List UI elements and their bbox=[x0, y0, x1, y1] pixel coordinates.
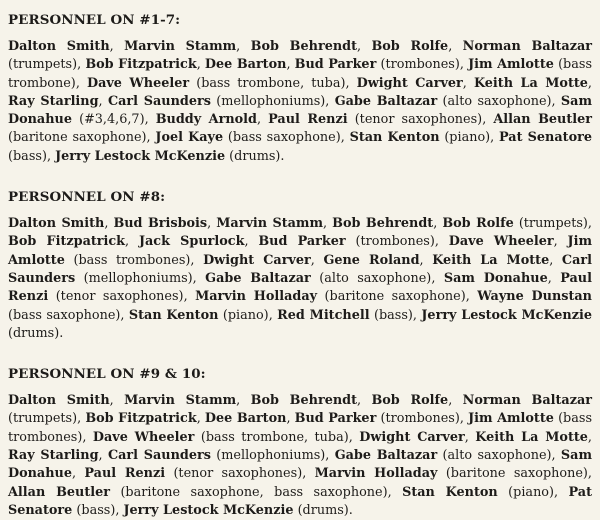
musician-name: Carl Saunders bbox=[8, 252, 593, 286]
musician-name: Dee Barton bbox=[204, 57, 287, 73]
musician-name: Jerry Lestock McKenzie bbox=[55, 148, 226, 164]
musician-name: Dave Wheeler bbox=[92, 429, 195, 445]
musician-name: Stan Kenton bbox=[128, 307, 219, 323]
instrument-label: (trombones) bbox=[380, 57, 460, 73]
musician-name: Bob Rolfe bbox=[371, 393, 449, 409]
musician-name: Norman Baltazar bbox=[462, 39, 593, 54]
musician-name: Pat Senatore bbox=[499, 130, 592, 146]
instrument-label: (bass trombone, tuba) bbox=[196, 75, 346, 91]
musician-name: Joel Kaye bbox=[155, 130, 224, 146]
instrument-label: (drums). bbox=[8, 325, 64, 341]
instrument-label: (tenor saxophones) bbox=[55, 289, 184, 305]
instrument-label: (mellophoniums) bbox=[216, 448, 326, 464]
musician-name: Bud Parker bbox=[258, 234, 346, 250]
musician-name: Norman Baltazar bbox=[462, 393, 593, 409]
instrument-label: (drums). bbox=[229, 148, 285, 164]
musician-name: Sam Donahue bbox=[8, 448, 592, 482]
instrument-label: (alto saxophone) bbox=[442, 93, 552, 109]
musician-name: Gabe Baltazar bbox=[205, 270, 311, 286]
personnel-list: Dalton Smith, Marvin Stamm, Bob Behrendt, Bob Rolfe, Norman Baltazar (trumpets), Bob Fitzpatrick, Dee Barton, Bud Parker (trombones), Jim Amlotte (bass trombones), Dave Wheeler (bass trombone, tuba), Dwight Carver, Keith La Motte, Ray Starling, Carl Saunders (mellophoniums), Gabe Baltazar (alto saxophone), Sam Donahue, Paul Renzi (tenor saxophones), Marvin Holladay (baritone saxophone), Allan Beutler (baritone saxophone, bass saxophone), Stan Kenton (piano), Pat Senatore (bass), Jerry Lestock McKenzie (drums). bbox=[8, 393, 593, 518]
personnel-section-8 bbox=[8, 188, 592, 343]
instrument-label: (trumpets) bbox=[8, 57, 78, 73]
musician-name: Keith La Motte bbox=[432, 252, 550, 268]
instrument-label: (bass) bbox=[8, 148, 47, 164]
instrument-label: (piano) bbox=[222, 307, 269, 323]
musician-name: Buddy Arnold bbox=[155, 112, 257, 128]
musician-name: Marvin Stamm bbox=[124, 39, 237, 54]
section-heading: PERSONNEL ON #1-7: bbox=[8, 12, 181, 28]
musician-name: Stan Kenton bbox=[402, 484, 498, 500]
musician-name: Carl Saunders bbox=[107, 93, 211, 109]
musician-name: Jim Amlotte bbox=[468, 57, 554, 73]
musician-name: Marvin Stamm bbox=[124, 393, 237, 409]
musician-name: Jack Spurlock bbox=[138, 234, 245, 250]
instrument-label: (bass saxophone) bbox=[8, 307, 121, 323]
musician-name: Wayne Dunstan bbox=[477, 289, 592, 305]
musician-name: Dwight Carver bbox=[356, 75, 463, 91]
musician-name: Bud Parker bbox=[294, 57, 377, 73]
musician-name: Pat Senatore bbox=[8, 484, 593, 518]
instrument-label: (trumpets) bbox=[8, 411, 78, 427]
instrument-label: (bass trombones) bbox=[8, 411, 593, 445]
instrument-label: (trombones) bbox=[380, 411, 460, 427]
musician-name: Bob Rolfe bbox=[442, 216, 514, 232]
musician-name: Bud Parker bbox=[294, 411, 377, 427]
instrument-label: (alto saxophone) bbox=[319, 270, 432, 286]
musician-name: Bud Brisbois bbox=[113, 216, 208, 232]
musician-name: Sam Donahue bbox=[8, 93, 592, 128]
musician-name: Jim Amlotte bbox=[468, 411, 554, 427]
musician-name: Dwight Carver bbox=[203, 252, 311, 268]
instrument-label: (baritone saxophone) bbox=[324, 289, 466, 305]
musician-name: Allan Beutler bbox=[8, 484, 110, 500]
musician-name: Bob Rolfe bbox=[371, 39, 449, 54]
instrument-label: (piano) bbox=[444, 130, 491, 146]
musician-name: Allan Beutler bbox=[493, 112, 593, 128]
musician-name: Marvin Holladay bbox=[314, 466, 438, 482]
musician-name: Gene Roland bbox=[323, 252, 420, 268]
musician-name: Paul Renzi bbox=[8, 270, 592, 305]
musician-name: Ray Starling bbox=[8, 448, 99, 464]
musician-name: Dalton Smith bbox=[8, 393, 110, 409]
musician-name: Dalton Smith bbox=[8, 39, 110, 54]
instrument-label: (#3,4,6,7) bbox=[79, 112, 145, 128]
musician-name: Bob Behrendt bbox=[332, 216, 434, 232]
musician-name: Dee Barton bbox=[204, 411, 287, 427]
musician-name: Gabe Baltazar bbox=[334, 448, 438, 464]
musician-name: Jerry Lestock McKenzie bbox=[421, 307, 593, 323]
musician-name: Dwight Carver bbox=[359, 429, 465, 445]
personnel-section-9-10 bbox=[8, 365, 592, 520]
instrument-label: (bass saxophone) bbox=[227, 130, 341, 146]
instrument-label: (bass) bbox=[76, 502, 116, 518]
instrument-label: (trombones) bbox=[355, 234, 435, 250]
musician-name: Stan Kenton bbox=[349, 130, 440, 146]
personnel-list: Dalton Smith, Bud Brisbois, Marvin Stamm, Bob Behrendt, Bob Rolfe (trumpets), Bob Fitzpatrick, Jack Spurlock, Bud Parker (trombones), Dave Wheeler, Jim Amlotte (bass trombones), Dwight Carver, Gene Roland, Keith La Motte, Carl Saunders (mellophoniums), Gabe Baltazar (alto saxophone), Sam Donahue, Paul Renzi (tenor saxophones), Marvin Holladay (baritone saxophone), Wayne Dunstan (bass saxophone), Stan Kenton (piano), Red Mitchell (bass), Jerry Lestock McKenzie (drums). bbox=[8, 216, 593, 341]
musician-name: Keith La Motte bbox=[475, 429, 588, 445]
personnel-list: Dalton Smith, Marvin Stamm, Bob Behrendt, Bob Rolfe, Norman Baltazar (trumpets), Bob Fitzpatrick, Dee Barton, Bud Parker (trombones), Jim Amlotte (bass trombone), Dave Wheeler (bass trombone, tuba), Dwight Carver, Keith La Motte, Ray Starling, Carl Saunders (mellophoniums), Gabe Baltazar (alto saxophone), Sam Donahue (#3,4,6,7), Buddy Arnold, Paul Renzi (tenor saxophones), Allan Beutler (baritone saxophone), Joel Kaye (bass saxophone), Stan Kenton (piano), Pat Senatore (bass), Jerry Lestock McKenzie (drums). bbox=[8, 39, 593, 164]
instrument-label: (baritone saxophone) bbox=[8, 130, 147, 146]
musician-name: Dave Wheeler bbox=[86, 75, 190, 91]
musician-name: Marvin Stamm bbox=[216, 216, 324, 232]
musician-name: Keith La Motte bbox=[473, 75, 588, 91]
instrument-label: (tenor saxophones) bbox=[354, 112, 483, 128]
musician-name: Bob Behrendt bbox=[250, 39, 357, 54]
musician-name: Dalton Smith bbox=[8, 216, 105, 232]
instrument-label: (tenor saxophones) bbox=[173, 466, 303, 482]
personnel-section-1-7 bbox=[8, 11, 592, 166]
instrument-label: (bass trombones) bbox=[73, 252, 191, 268]
musician-name: Sam Donahue bbox=[443, 270, 548, 286]
instrument-label: (bass trombone) bbox=[8, 57, 593, 91]
instrument-label: (mellophoniums) bbox=[83, 270, 193, 286]
instrument-label: (bass) bbox=[373, 307, 413, 323]
instrument-label: (piano) bbox=[508, 484, 555, 500]
instrument-label: (bass trombone, tuba) bbox=[200, 429, 349, 445]
musician-name: Dave Wheeler bbox=[448, 234, 554, 250]
musician-name: Bob Behrendt bbox=[250, 393, 357, 409]
instrument-label: (mellophoniums) bbox=[216, 93, 326, 109]
musician-name: Ray Starling bbox=[8, 93, 99, 109]
musician-name: Jim Amlotte bbox=[8, 234, 592, 268]
section-heading: PERSONNEL ON #8: bbox=[8, 189, 166, 206]
instrument-label: (drums). bbox=[297, 502, 353, 518]
musician-name: Bob Fitzpatrick bbox=[85, 411, 197, 427]
musician-name: Paul Renzi bbox=[268, 112, 348, 128]
musician-name: Jerry Lestock McKenzie bbox=[123, 502, 294, 518]
instrument-label: (alto saxophone) bbox=[442, 448, 552, 464]
instrument-label: (trumpets) bbox=[518, 216, 588, 232]
musician-name: Red Mitchell bbox=[277, 307, 370, 323]
musician-name: Bob Fitzpatrick bbox=[8, 234, 126, 250]
musician-name: Paul Renzi bbox=[84, 466, 166, 482]
musician-name: Carl Saunders bbox=[107, 448, 211, 464]
musician-name: Bob Fitzpatrick bbox=[85, 57, 197, 73]
instrument-label: (baritone saxophone) bbox=[445, 466, 588, 482]
musician-name: Gabe Baltazar bbox=[334, 93, 438, 109]
instrument-label: (baritone saxophone, bass saxophone) bbox=[120, 484, 388, 500]
musician-name: Marvin Holladay bbox=[195, 289, 318, 305]
section-heading: PERSONNEL ON #9 & 10: bbox=[8, 366, 206, 383]
